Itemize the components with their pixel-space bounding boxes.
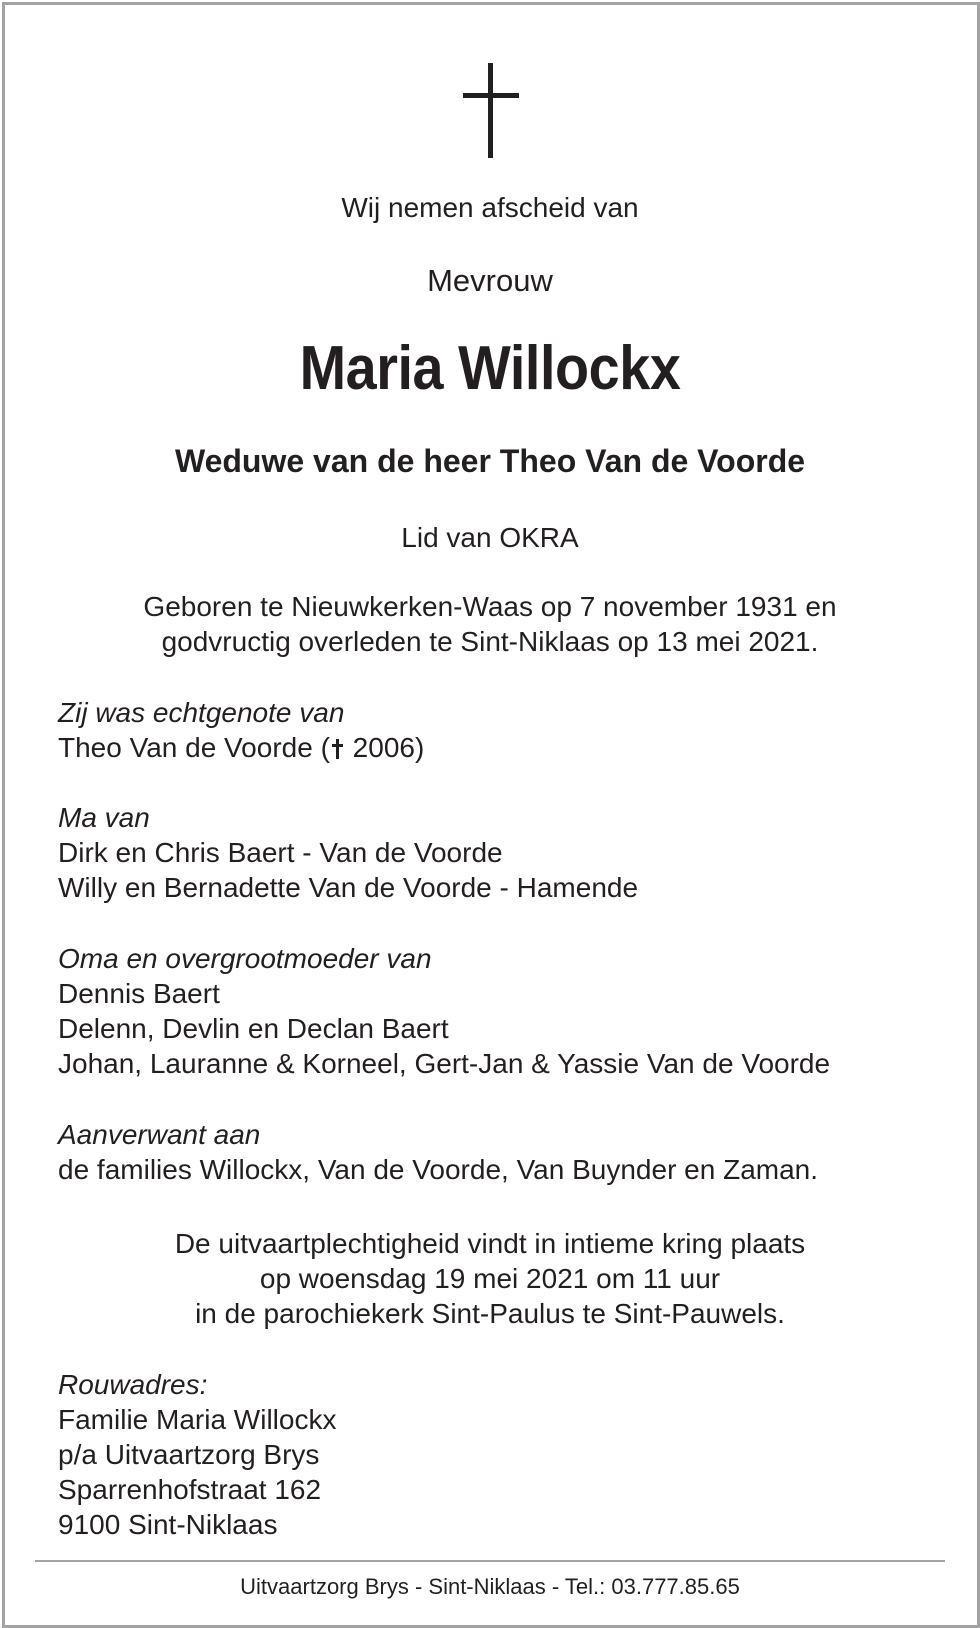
list-item: Dirk en Chris Baert - Van de Voorde	[58, 837, 503, 868]
address-line: 9100 Sint-Niklaas	[58, 1509, 278, 1540]
address-line: Sparrenhofstraat 162	[58, 1474, 322, 1505]
list-item: Johan, Lauranne & Korneel, Gert-Jan & Yassie Van de Voorde	[58, 1048, 831, 1079]
deceased-name: Maria Willockx	[299, 334, 681, 403]
cross-icon	[463, 63, 519, 158]
children-heading: Ma van	[58, 802, 150, 833]
grandchildren-heading: Oma en overgrootmoeder van	[58, 943, 432, 974]
funeral-line: De uitvaartplechtigheid vindt in intieme kring plaats	[174, 1228, 806, 1259]
funeral-line: in de parochiekerk Sint-Paulus te Sint-Pauwels.	[195, 1298, 785, 1329]
divider	[35, 1560, 945, 1562]
spouse-name: Theo Van de Voorde ( 2006)	[58, 732, 425, 763]
membership: Lid van OKRA	[401, 522, 579, 553]
salutation: Mevrouw	[427, 263, 553, 298]
address-heading: Rouwadres:	[58, 1369, 208, 1400]
footer: Uitvaartzorg Brys - Sint-Niklaas - Tel.: 03.777.85.65	[240, 1574, 740, 1599]
intro-text: Wij nemen afscheid van	[341, 192, 639, 223]
funeral-line: op woensdag 19 mei 2021 om 11 uur	[259, 1263, 721, 1294]
spouse-heading: Zij was echtgenote van	[58, 697, 345, 728]
address-line: p/a Uitvaartzorg Brys	[58, 1439, 320, 1470]
list-item: Delenn, Devlin en Declan Baert	[58, 1013, 449, 1044]
address-line: Familie Maria Willockx	[58, 1404, 337, 1435]
deceased-cross-icon	[332, 739, 343, 759]
widow-line: Weduwe van de heer Theo Van de Voorde	[174, 443, 806, 479]
relatives-heading: Aanverwant aan	[58, 1119, 261, 1150]
list-item: Willy en Bernadette Van de Voorde - Hamende	[58, 872, 639, 903]
death-line: godvructig overleden te Sint-Niklaas op 13 mei 2021.	[161, 626, 819, 657]
list-item: Dennis Baert	[58, 978, 220, 1009]
list-item: de families Willockx, Van de Voorde, Van Buynder en Zaman.	[58, 1154, 819, 1185]
birth-line: Geboren te Nieuwkerken-Waas op 7 november 1931 en	[143, 591, 837, 622]
